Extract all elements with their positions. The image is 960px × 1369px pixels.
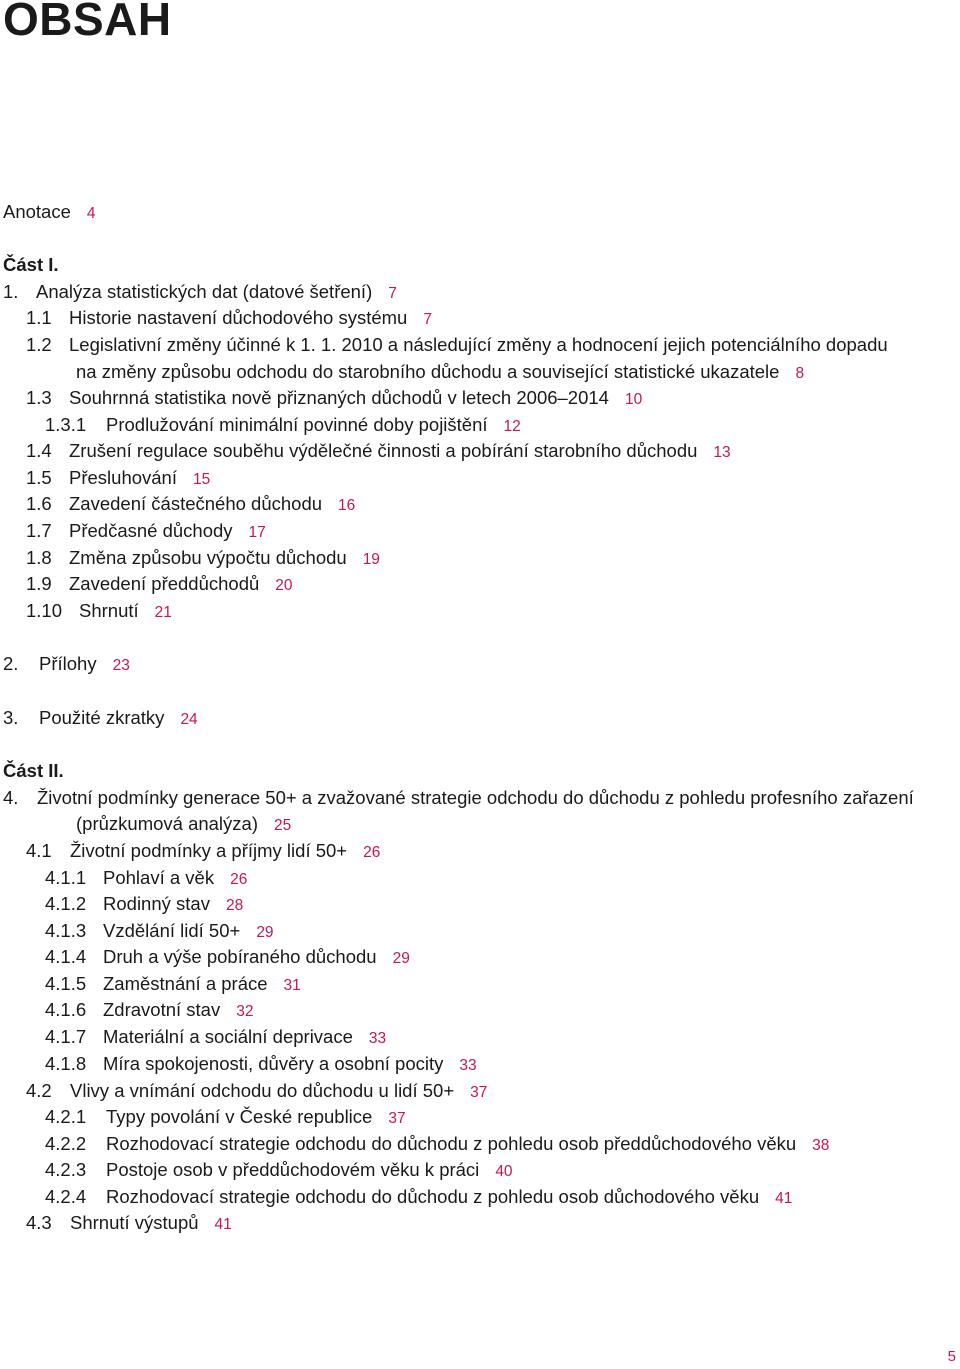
toc-page-number: 17 xyxy=(248,524,266,541)
toc-entry-number: 4.1.6 xyxy=(45,999,87,1020)
toc-entry-number: 1.6 xyxy=(26,493,52,514)
toc-page-number: 7 xyxy=(388,285,397,302)
toc-entry-title: Prodlužování minimální povinné doby pojištění xyxy=(106,414,488,435)
toc-entry-title: Anotace xyxy=(3,201,71,222)
toc-entry xyxy=(0,891,960,917)
toc-entry-title: Životní podmínky generace 50+ a zvažované strategie odchodu do důchodu z pohledu profesního zařazení xyxy=(37,787,914,808)
toc-page-number: 26 xyxy=(363,844,381,861)
toc-entry-title: Vzdělání lidí 50+ xyxy=(103,920,241,941)
toc-entry-title: Přesluhování xyxy=(69,467,177,488)
toc-entry-title: Postoje osob v předdůchodovém věku k práci xyxy=(106,1159,480,1180)
toc-entry-title: Zdravotní stav xyxy=(103,999,221,1020)
toc-entry-title: Vlivy a vnímání odchodu do důchodu u lidí 50+ xyxy=(70,1080,455,1101)
toc-entry xyxy=(0,571,960,597)
toc-entry xyxy=(0,865,960,891)
toc-entry-title: Pohlaví a věk xyxy=(103,867,215,888)
toc-entry xyxy=(0,491,960,517)
toc-entry-number: 1.3.1 xyxy=(45,414,87,435)
toc-page-number: 23 xyxy=(112,657,130,674)
toc-entry-number: 1.3 xyxy=(26,387,52,408)
toc-page-number: 20 xyxy=(275,577,293,594)
toc-entry-title: Použité zkratky xyxy=(39,707,165,728)
toc-entry-number: 4.2.1 xyxy=(45,1106,87,1127)
toc-entry-title: Rodinný stav xyxy=(103,893,210,914)
page-title: OBSAH xyxy=(3,0,172,45)
toc-entry-title: Životní podmínky a příjmy lidí 50+ xyxy=(70,840,348,861)
toc-entry xyxy=(0,838,960,864)
toc-entry xyxy=(0,385,960,411)
toc-page-number: 15 xyxy=(192,471,211,488)
toc-entry xyxy=(0,1131,960,1157)
toc-page-number: 12 xyxy=(503,418,521,435)
toc-entry-number: 4.2.4 xyxy=(45,1186,87,1207)
toc-page-number: 28 xyxy=(225,897,244,914)
toc-entry xyxy=(0,918,960,944)
toc-entry-number: 3. xyxy=(3,707,19,728)
toc-entry-title: Předčasné důchody xyxy=(69,520,233,541)
toc-entry xyxy=(0,1051,960,1077)
toc-page-number: 4 xyxy=(86,205,96,222)
toc-entry-title: Typy povolání v České republice xyxy=(106,1106,373,1127)
toc-entry-title: Zrušení regulace souběhu výdělečné činnosti a pobírání starobního důchodu xyxy=(69,440,698,461)
toc-entry-title: Analýza statistických dat (datové šetření) xyxy=(36,281,373,302)
toc-entry-number: 4.1.1 xyxy=(45,867,87,888)
toc-entry xyxy=(0,1184,960,1210)
toc-entry-title: Rozhodovací strategie odchodu do důchodu z pohledu osob předdůchodového věku xyxy=(106,1133,797,1154)
toc-page-number: 37 xyxy=(470,1084,488,1101)
toc-entry-title: Míra spokojenosti, důvěry a osobní pocity xyxy=(103,1053,444,1074)
toc-entry-title: Změna způsobu výpočtu důchodu xyxy=(69,547,347,568)
toc-entry-number: 4.2.2 xyxy=(45,1133,87,1154)
toc-entry xyxy=(0,305,960,331)
toc-entry-title: Historie nastavení důchodového systému xyxy=(69,307,408,328)
toc-entry-number: 2. xyxy=(3,653,19,674)
toc-entry xyxy=(0,199,943,225)
toc-entry xyxy=(0,971,960,997)
toc-entry-title: Zavedení částečného důchodu xyxy=(69,493,323,514)
toc-entry-title: Zavedení předdůchodů xyxy=(69,573,260,594)
toc-entry xyxy=(0,651,943,677)
toc-entry-number: 4.1.3 xyxy=(45,920,87,941)
toc-entry xyxy=(0,1210,960,1236)
toc-page-number: 24 xyxy=(180,711,198,728)
toc-page-number: 21 xyxy=(154,604,172,621)
toc-entry xyxy=(0,1157,960,1183)
toc-entry-title: Materiální a sociální deprivace xyxy=(103,1026,353,1047)
toc-page-number: 41 xyxy=(214,1216,232,1233)
toc-entry-title: Přílohy xyxy=(39,653,97,674)
toc-entry xyxy=(0,785,943,811)
toc-page-number: 38 xyxy=(812,1137,830,1154)
toc-entry-title: Rozhodovací strategie odchodu do důchodu z pohledu osob důchodového věku xyxy=(106,1186,760,1207)
toc-entry-title: Část II. xyxy=(3,760,64,781)
toc-entry-title: Shrnutí výstupů xyxy=(70,1212,199,1233)
toc-entry-number: 1.7 xyxy=(26,520,52,541)
toc-entry xyxy=(0,997,960,1023)
toc-entry-title: Souhrnná statistika nově přiznaných důchodů v letech 2006–2014 xyxy=(69,387,609,408)
toc-page-number: 32 xyxy=(236,1003,254,1020)
toc-page-number: 8 xyxy=(795,365,805,382)
toc-entry-number: 1.5 xyxy=(26,467,52,488)
toc-entry xyxy=(0,1104,960,1130)
toc-page-number: 16 xyxy=(338,497,356,514)
toc-entry-number: 4.2 xyxy=(26,1080,52,1101)
toc-page-number: 29 xyxy=(256,924,274,941)
toc-part-heading xyxy=(0,758,943,784)
toc-entry-title: Část I. xyxy=(3,254,59,275)
toc-page-number: 13 xyxy=(713,444,731,461)
toc-page-number: 19 xyxy=(362,551,380,568)
toc-entry-number: 4.1.5 xyxy=(45,973,87,994)
toc-entry-number: 4.1.7 xyxy=(45,1026,87,1047)
toc-entry xyxy=(0,465,960,491)
toc-page-number: 41 xyxy=(775,1190,793,1207)
toc-entry-number: 1. xyxy=(3,281,19,302)
toc-entry-number: 4.3 xyxy=(26,1212,52,1233)
toc-entry xyxy=(0,705,943,731)
toc-page-number: 10 xyxy=(624,391,643,408)
toc-page-number: 31 xyxy=(283,977,301,994)
toc-entry-title: Legislativní změny účinné k 1. 1. 2010 a následující změny a hodnocení jejich potenciálního dopadu xyxy=(69,334,888,355)
toc-entry-title: Zaměstnání a práce xyxy=(103,973,268,994)
toc-entry-title: na změny způsobu odchodu do starobního důchodu a související statistické ukazatele xyxy=(76,361,780,382)
toc-entry-title: Shrnutí xyxy=(79,600,139,621)
toc-entry xyxy=(0,438,960,464)
toc-entry-number: 4.1.4 xyxy=(45,946,87,967)
toc-part-heading xyxy=(0,252,943,278)
toc-page-number: 7 xyxy=(423,311,432,328)
toc-page-number: 33 xyxy=(459,1057,477,1074)
toc-page-number: 40 xyxy=(495,1163,513,1180)
toc-entry-number: 4.1 xyxy=(26,840,52,861)
toc-entry-number: 1.10 xyxy=(26,600,63,621)
toc-entry-number: 1.9 xyxy=(26,573,52,594)
toc-entry-number: 4.2.3 xyxy=(45,1159,87,1180)
toc-entry-number: 1.2 xyxy=(26,334,52,355)
toc-entry-number: 4.1.8 xyxy=(45,1053,87,1074)
toc-entry xyxy=(0,944,960,970)
toc-entry-number: 4. xyxy=(3,787,19,808)
page-number: 5 xyxy=(947,1348,956,1365)
toc-entry xyxy=(0,811,960,837)
toc-page-number: 33 xyxy=(368,1030,387,1047)
toc-entry xyxy=(0,545,960,571)
toc-entry-title: (průzkumová analýza) xyxy=(76,813,258,834)
toc-entry-number: 1.8 xyxy=(26,547,52,568)
toc-entry-number: 4.1.2 xyxy=(45,893,87,914)
toc-entry xyxy=(0,1024,960,1050)
toc-entry xyxy=(0,1078,960,1104)
toc-entry xyxy=(0,359,960,385)
toc-entry-title: Druh a výše pobíraného důchodu xyxy=(103,946,377,967)
toc-entry xyxy=(0,598,960,624)
toc-page-number: 25 xyxy=(274,817,292,834)
toc-page-number: 26 xyxy=(230,871,248,888)
toc-page-number: 29 xyxy=(392,950,410,967)
toc-entry xyxy=(0,518,960,544)
toc-entry xyxy=(0,279,943,305)
toc-entry xyxy=(0,332,960,358)
toc-entry xyxy=(0,412,960,438)
toc-entry-number: 1.4 xyxy=(26,440,52,461)
toc-entry-number: 1.1 xyxy=(26,307,52,328)
toc-page-number: 37 xyxy=(388,1110,406,1127)
